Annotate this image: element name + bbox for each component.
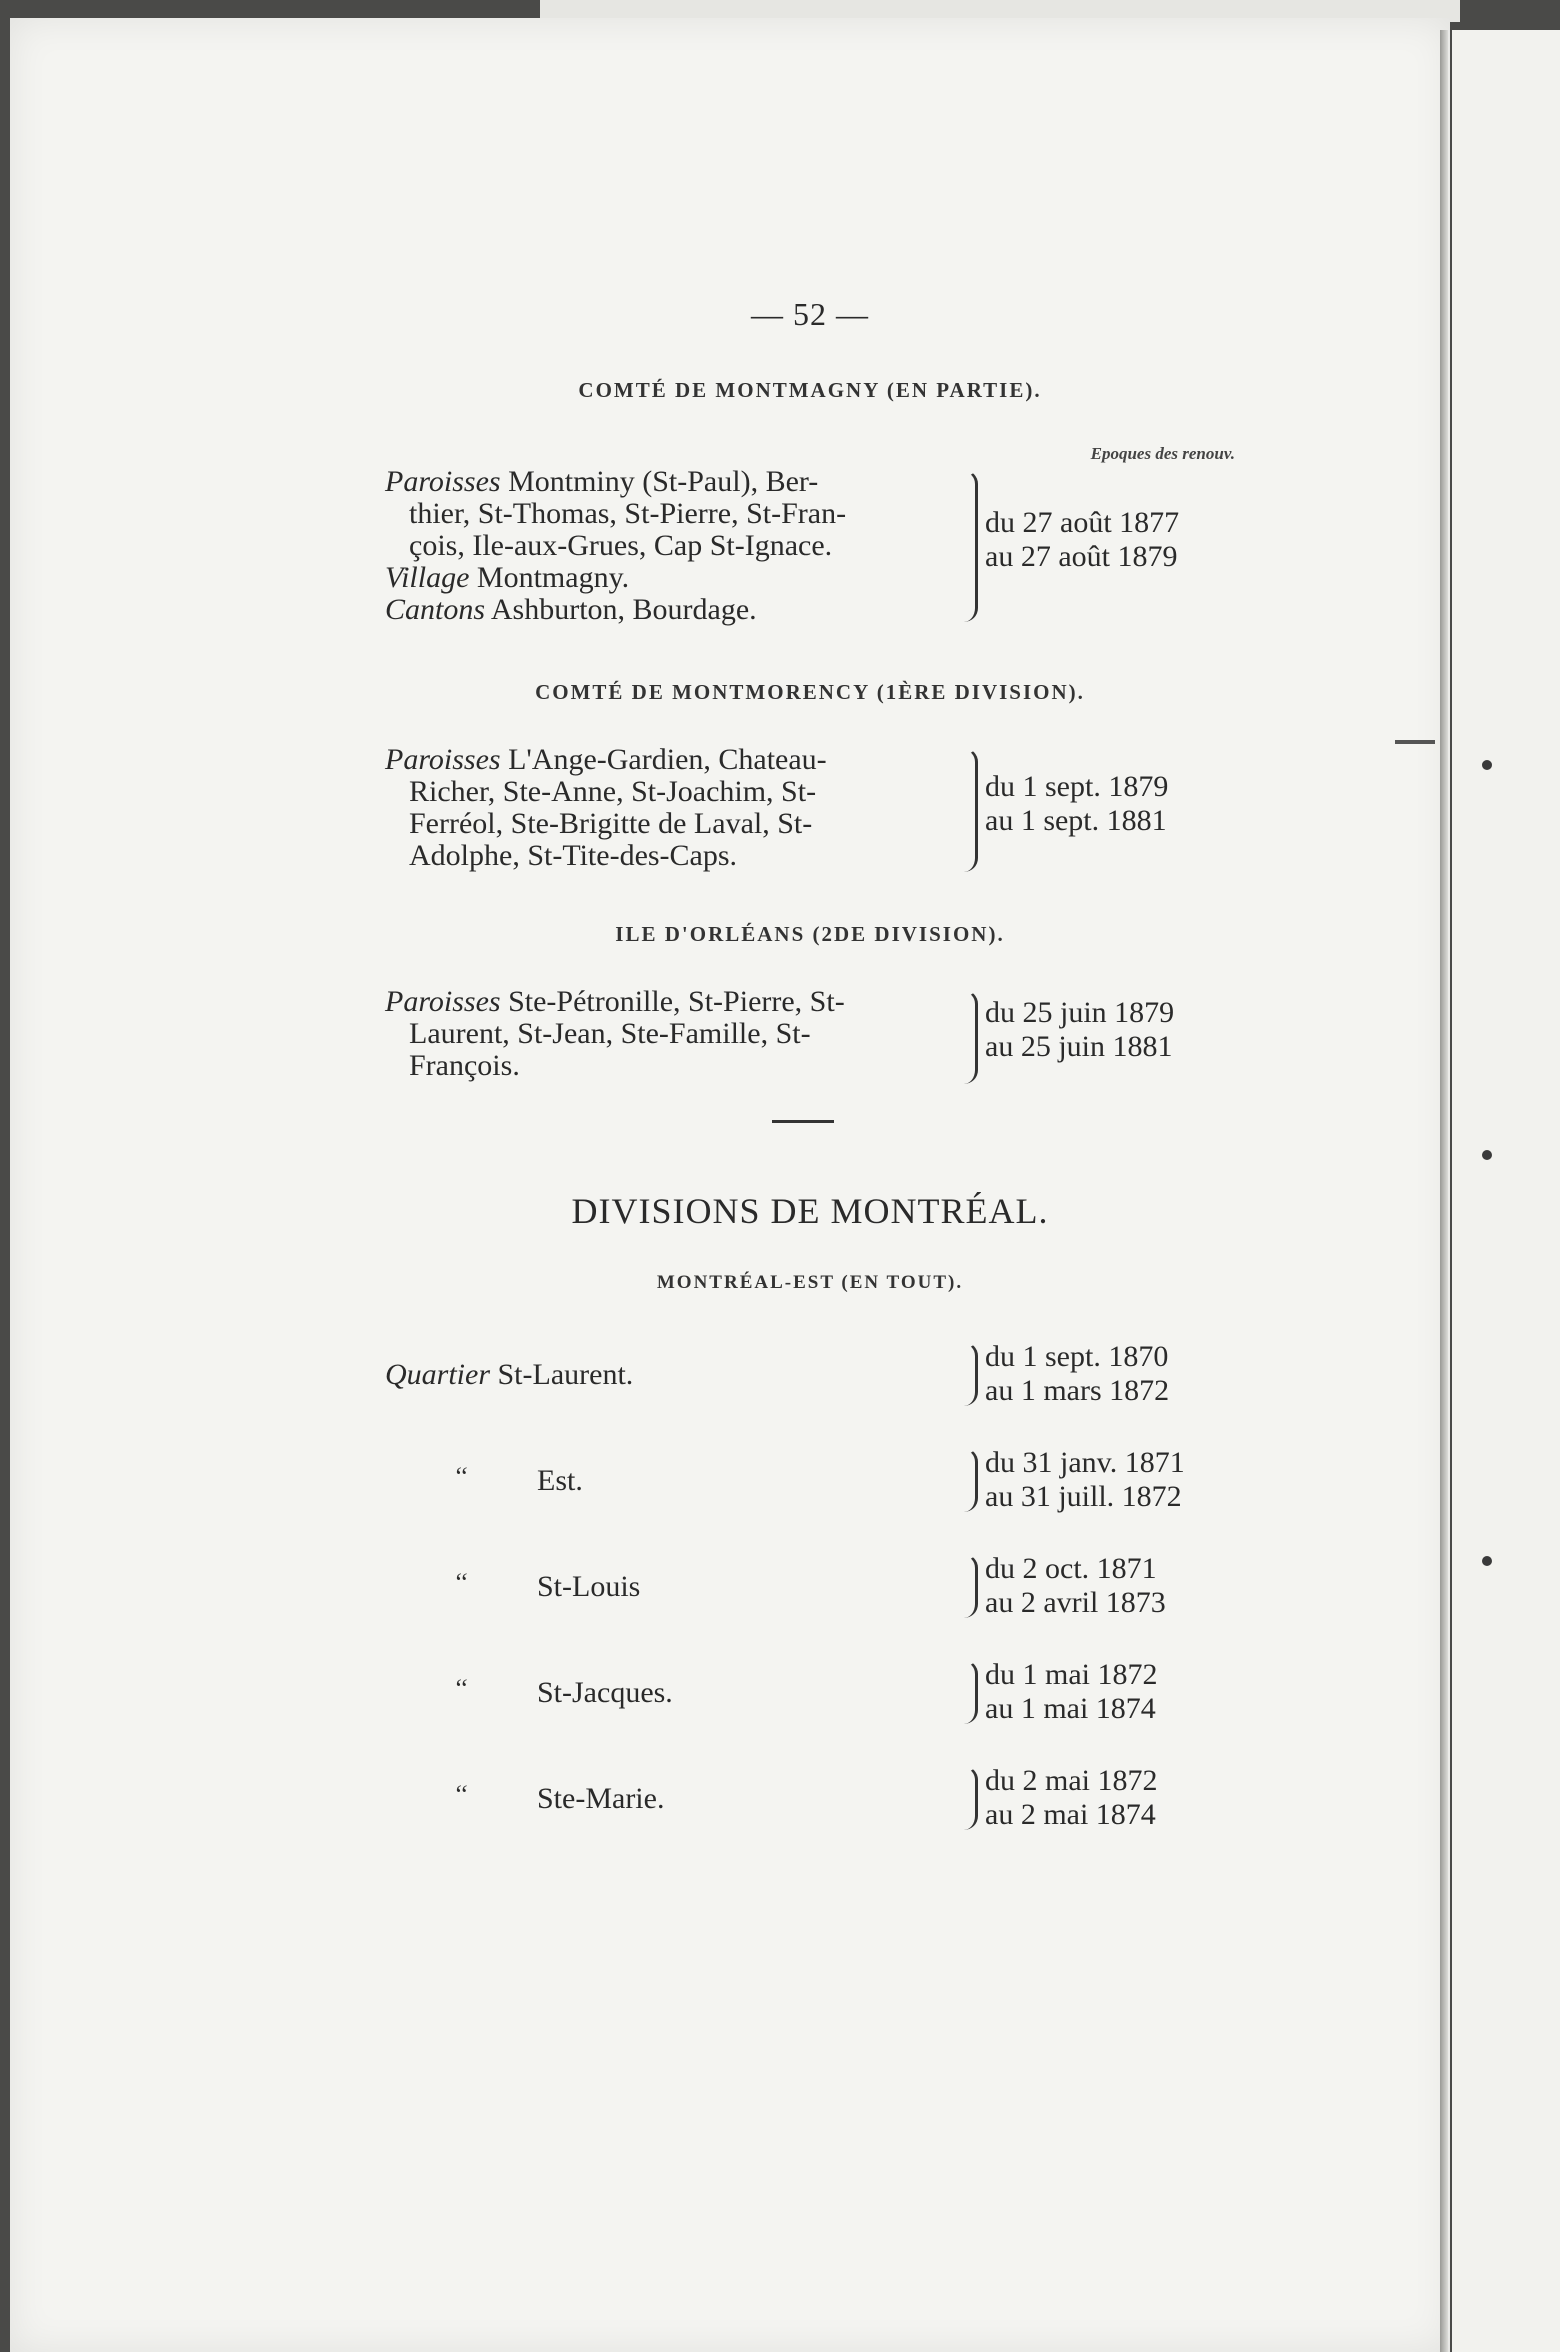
date-from: du 2 oct. 1871 [985,1552,1157,1585]
date-to: au 31 juill. 1872 [985,1480,1182,1513]
entry-dates [985,1552,1235,1620]
margin-mark [1395,740,1435,744]
section-rule [772,1120,834,1123]
quartier-name: St-Louis [537,1570,641,1603]
ditto-mark: ‘‘ [453,1568,468,1597]
date-to: au 1 mai 1874 [985,1692,1156,1725]
date-from: du 1 sept. 1870 [985,1340,1169,1373]
entry-dates [985,1658,1235,1726]
date-to: au 2 avril 1873 [985,1586,1166,1619]
date-from: du 27 août 1877 [985,506,1180,539]
line-prefix: Paroisses [385,465,501,498]
line-text: Richer, Ste-Anne, St-Joachim, St- [409,775,817,808]
quartier-name: St-Jacques. [537,1676,673,1709]
line-text: Montmagny. [469,561,630,594]
date-to: au 1 sept. 1881 [985,804,1167,837]
entry-text [385,744,955,872]
brace [955,990,978,1084]
brace [955,1660,978,1724]
entry-dates [985,1446,1235,1514]
entry-dates [985,1764,1235,1832]
entry-dates [985,996,1235,1064]
quartier-label-line [385,1358,633,1392]
brace [955,1448,978,1512]
heading-montmorency: COMTÉ DE MONTMORENCY (1ÈRE DIVISION). [535,680,1085,704]
line-text: Adolphe, St-Tite-des-Caps. [409,839,738,872]
margin-dot [1482,1150,1492,1160]
line-text: thier, St-Thomas, St-Pierre, St-Fran- [409,497,847,530]
entry-dates [985,770,1235,838]
ditto-mark: ‘‘ [453,1674,468,1703]
margin-dot [1482,760,1492,770]
date-to: au 2 mai 1874 [985,1798,1156,1831]
book-page [10,18,1450,2352]
ditto-mark: ‘‘ [453,1780,468,1809]
date-from: du 1 mai 1872 [985,1658,1158,1691]
line-prefix: Cantons [385,593,486,626]
date-to: au 1 mars 1872 [985,1374,1170,1407]
entry-dates [985,506,1235,574]
entry-dates [985,1340,1235,1408]
date-from: du 1 sept. 1879 [985,770,1169,803]
line-text: Ashburton, Bourdage. [485,593,757,626]
date-from: du 31 janv. 1871 [985,1446,1185,1479]
date-to: au 27 août 1879 [985,540,1178,573]
line-text: Montminy (St-Paul), Ber- [500,465,819,498]
heading-montreal-est: MONTRÉAL-EST (EN TOUT). [656,1272,964,1293]
line-text: Laurent, St-Jean, Ste-Famille, St- [409,1017,811,1050]
heading-montmagny: COMTÉ DE MONTMAGNY (EN PARTIE). [578,378,1042,402]
column-label-epoques: Epoques des renouv. [1090,444,1235,463]
line-prefix: Paroisses [385,985,501,1018]
ditto-mark: ‘‘ [453,1462,468,1491]
page-number: — 52 — [751,296,869,332]
entry-text [385,466,955,626]
line-prefix: Village [385,561,470,594]
heading-divisions-montreal: DIVISIONS DE MONTRÉAL. [571,1191,1049,1231]
date-to: au 25 juin 1881 [985,1030,1173,1063]
date-from: du 25 juin 1879 [985,996,1175,1029]
quartier-name: Est. [537,1464,583,1497]
quartier-label: Quartier [385,1358,490,1391]
brace [955,1554,978,1618]
line-text: François. [409,1049,520,1082]
heading-orleans: ILE D'ORLÉANS (2DE DIVISION). [615,922,1005,946]
brace [955,748,978,872]
date-from: du 2 mai 1872 [985,1764,1158,1797]
line-text: çois, Ile-aux-Grues, Cap St-Ignace. [409,529,833,562]
quartier-name: St-Laurent. [497,1358,634,1391]
entry-text [385,986,955,1082]
line-text: Ste-Pétronille, St-Pierre, St- [500,985,845,1018]
brace [955,1342,978,1406]
line-text: L'Ange-Gardien, Chateau- [500,743,827,776]
line-prefix: Paroisses [385,743,501,776]
page-gutter [1440,30,1448,2352]
brace [955,1766,978,1830]
quartier-name: Ste-Marie. [537,1782,665,1815]
line-text: Ferréol, Ste-Brigitte de Laval, St- [409,807,813,840]
brace [955,470,978,622]
facing-page-edge [1452,30,1560,2352]
margin-dot [1482,1556,1492,1566]
